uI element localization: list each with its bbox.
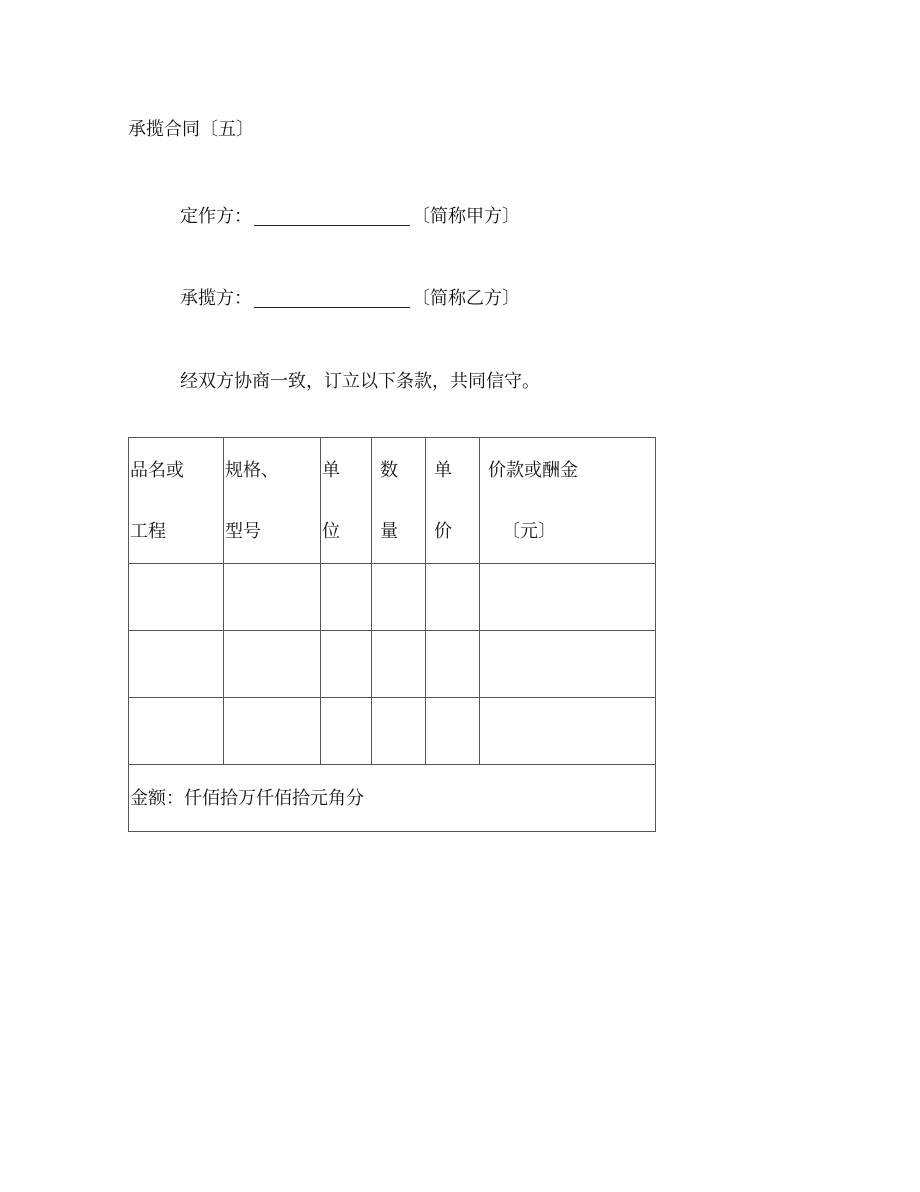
header-text: 位 [322,521,340,542]
party-b-note: 〔简称乙方〕 [412,288,520,309]
party-b-line [180,287,520,311]
table-cell [129,564,224,631]
header-text: 量 [380,521,398,542]
party-b-blank [254,287,410,308]
table-cell [372,698,426,765]
table-cell [372,631,426,698]
header-text: 单 [322,460,340,481]
header-text: 品名或 [130,460,184,481]
table-cell [129,698,224,765]
party-a-label: 定作方： [180,206,252,227]
header-spec-model [224,438,321,564]
header-text: 〔元〕 [502,521,556,542]
table-total-row [129,765,656,832]
header-unit [321,438,372,564]
header-text: 价 [434,521,452,542]
table-cell [224,564,321,631]
party-a-note: 〔简称甲方〕 [412,206,520,227]
table-row [129,698,656,765]
table-cell [480,698,656,765]
table-cell [426,631,480,698]
total-amount-cell [129,765,656,832]
table-cell [224,698,321,765]
table-cell [426,698,480,765]
table-row [129,631,656,698]
header-text: 工程 [130,521,166,542]
table-header-row [129,438,656,564]
table-cell [480,564,656,631]
header-price-amount [480,438,656,564]
party-b-label: 承揽方： [180,288,252,309]
table-cell [224,631,321,698]
header-text: 规格、 [225,460,279,481]
table-cell [426,564,480,631]
table-cell [321,564,372,631]
party-a-blank [254,205,410,226]
header-quantity [372,438,426,564]
table-cell [372,564,426,631]
header-text: 型号 [225,521,261,542]
table-cell [321,698,372,765]
intro-paragraph: 经双方协商一致，订立以下条款，共同信守。 [180,371,540,392]
total-amount-text: 金额：仟佰拾万仟佰拾元角分 [130,788,364,809]
header-item-name [129,438,224,564]
header-unit-price [426,438,480,564]
party-a-line [180,205,520,229]
table-cell [321,631,372,698]
header-text: 价款或酬金 [488,460,578,481]
table-cell [480,631,656,698]
table-row [129,564,656,631]
page-title: 承揽合同〔五〕 [128,119,254,140]
header-text: 单 [434,460,452,481]
items-table [128,437,656,832]
header-text: 数 [380,460,398,481]
table-cell [129,631,224,698]
